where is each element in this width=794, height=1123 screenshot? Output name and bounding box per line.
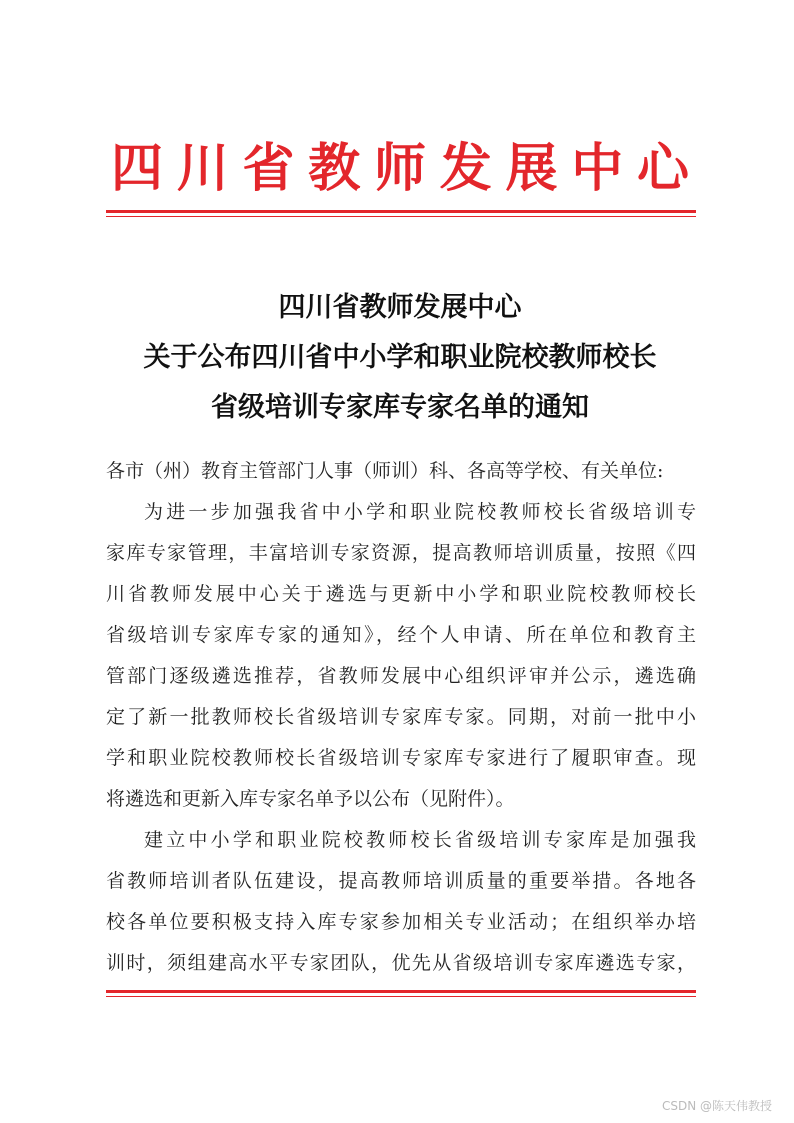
letterhead-char: 省: [242, 138, 295, 199]
letterhead-char: 心: [636, 138, 689, 199]
footer-red-rule-thick: [106, 990, 696, 993]
body-line: 定了新一批教师校长省级培训专家库专家。同期，对前一批中小: [106, 706, 696, 728]
letterhead-title: [108, 136, 692, 202]
body-line: 校各单位要积极支持入库专家参加相关专业活动；在组织举办培: [106, 911, 696, 933]
body-line: 将遴选和更新入库专家名单予以公布（见附件）。: [106, 788, 515, 810]
body-line: 川省教师发展中心关于遴选与更新中小学和职业院校教师校长: [106, 583, 696, 605]
body-line: 省级培训专家库专家的通知》，经个人申请、所在单位和教育主: [106, 624, 696, 646]
letterhead-char: 教: [308, 138, 361, 199]
header-red-rule-thick: [106, 210, 696, 213]
letterhead-char: 中: [571, 138, 624, 199]
letterhead-char: 川: [176, 138, 229, 199]
footer-red-rule-thin: [106, 996, 696, 997]
body-line: 学和职业院校教师校长省级培训专家库专家进行了履职审查。现: [106, 747, 696, 769]
body-line: 训时，须组建高水平专家团队，优先从省级培训专家库遴选专家，: [106, 952, 696, 974]
letterhead-char: 四: [110, 138, 163, 199]
watermark: CSDN @陈天伟教授: [662, 1099, 773, 1113]
body-line: 建立中小学和职业院校教师校长省级培训专家库是加强我: [144, 829, 696, 851]
letterhead-char: 师: [373, 138, 426, 199]
body-line: 为进一步加强我省中小学和职业院校教师校长省级培训专: [144, 501, 696, 523]
notice-title-line-3: 省级培训专家库专家名单的通知: [211, 392, 589, 423]
letterhead-char: 发: [439, 138, 492, 199]
body-line: 省教师培训者队伍建设，提高教师培训质量的重要举措。各地各: [106, 870, 696, 892]
notice-title-line-2: 关于公布四川省中小学和职业院校教师校长: [143, 342, 657, 373]
salutation: 各市（州）教育主管部门人事（师训）科、各高等学校、有关单位:: [106, 460, 664, 482]
body-line: 家库专家管理，丰富培训专家资源，提高教师培训质量，按照《四: [106, 542, 696, 564]
notice-title-line-1: 四川省教师发展中心: [278, 292, 522, 323]
header-red-rule-thin: [106, 216, 696, 217]
body-line: 管部门逐级遴选推荐，省教师发展中心组织评审并公示，遴选确: [106, 665, 696, 687]
letterhead-char: 展: [505, 138, 558, 199]
